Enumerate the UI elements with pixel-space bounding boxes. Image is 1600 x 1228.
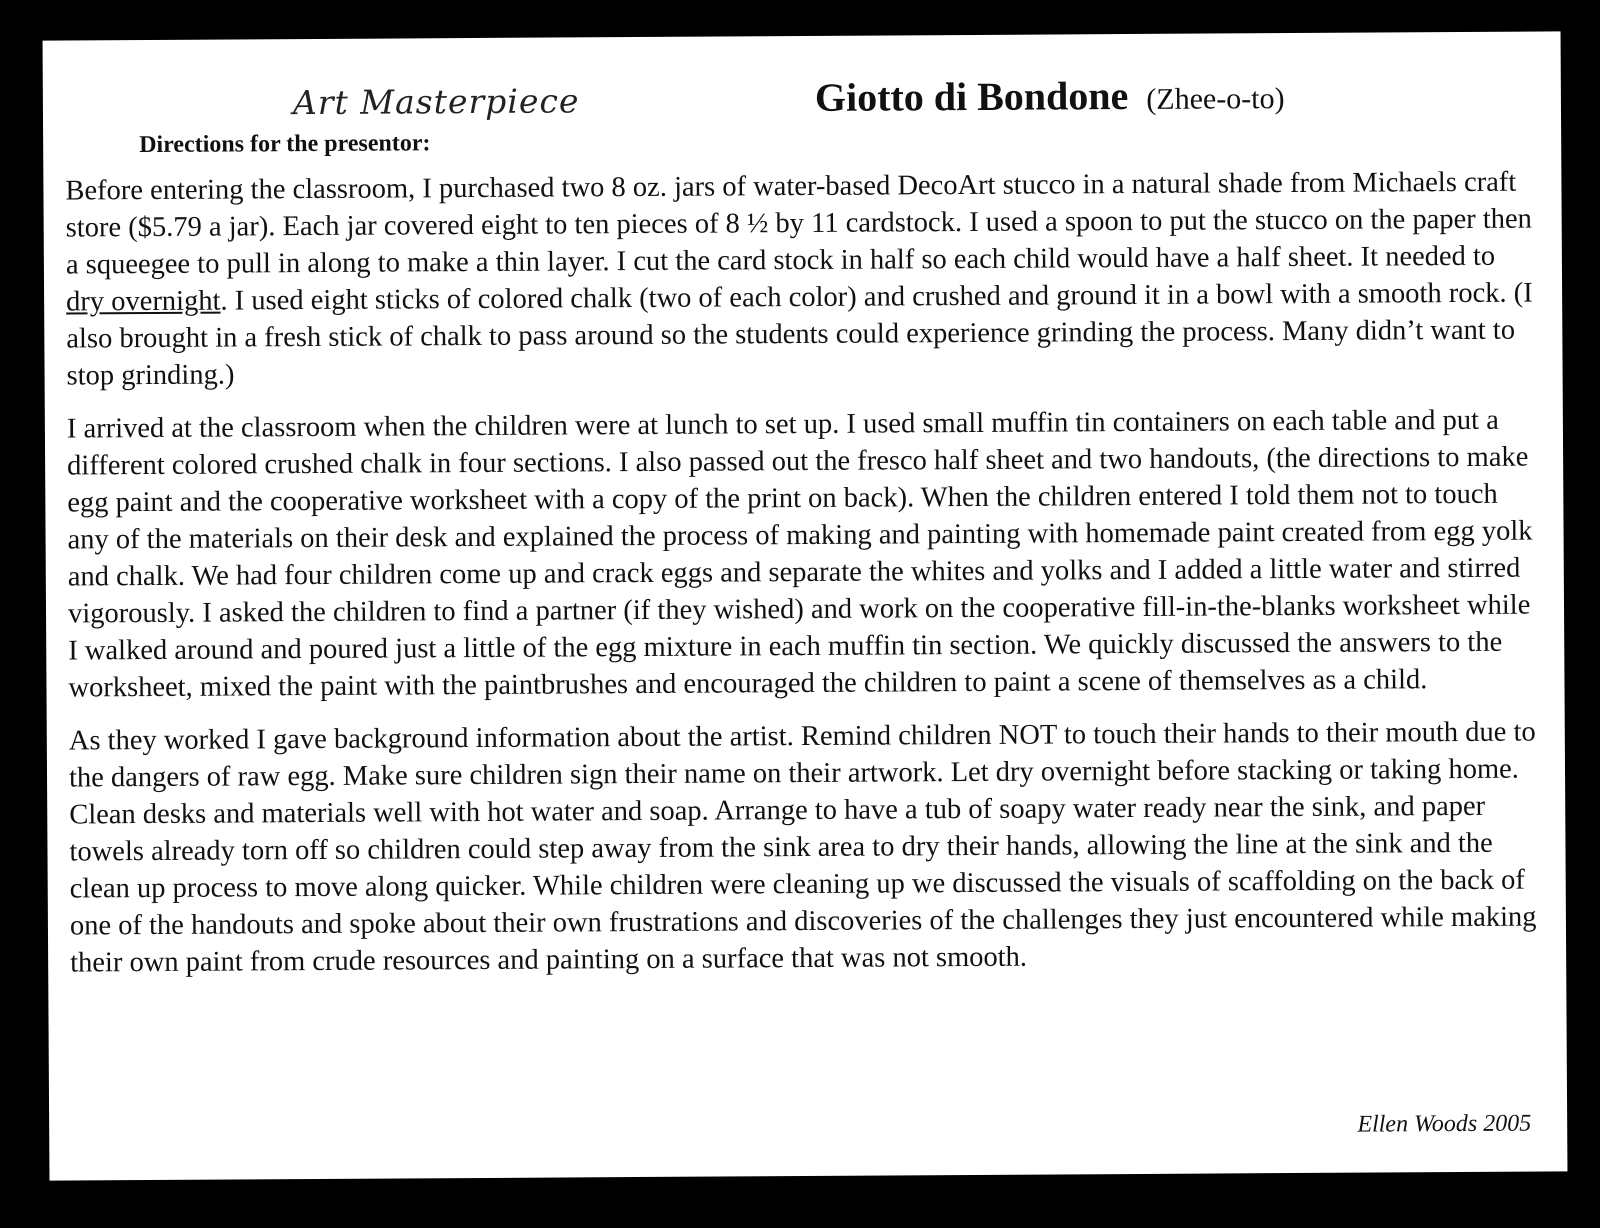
underlined-dry-overnight: dry overnight bbox=[66, 285, 221, 318]
paragraph-preparation bbox=[65, 164, 1536, 395]
paragraph-preparation-text-end: . I used eight sticks of colored chalk (two of each color) and crushed and ground it in a bowl with a smooth rock. (I also brought in a fresh stick of chalk to pass around so the students could experience grinding the process. Many didn’t want to stop grinding.) bbox=[66, 277, 1533, 392]
directions-body bbox=[65, 164, 1540, 998]
paragraph-cleanup: As they worked I gave background information about the artist. Remind children NOT to touch their hands to their mouth due to the dangers of raw egg. Make sure children sign their name on their artwork. Let dry overnight before stacking or taking home. Clean desks and materials well with hot water and soap. Arrange to have a tub of soapy water ready near the sink, and paper towels already torn off so children could step away from the sink area to dry their hands, allowing the line at the sink and the clean up process to move along quicker. While children were cleaning up we discussed the visuals of scaffolding on the back of one of the handouts and spoke about their own frustrations and discoveries of the challenges they just encountered while making their own paint from crude resources and painting on a surface that was not smooth. bbox=[68, 716, 1537, 979]
paragraph-preparation-text-start: Before entering the classroom, I purchased two 8 oz. jars of water-based DecoArt stucco in a natural shade from Michaels craft store ($5.79 a jar). Each jar covered eight to ten pieces of 8 ½ by 11 cardstock. I used a spoon to put the stucco on the paper then a squeegee to pull in along to make a thin layer. I cut the card stock in half so each child would have a half sheet. It needed to bbox=[65, 166, 1532, 281]
artist-header bbox=[815, 71, 1285, 121]
series-title: Art Masterpiece bbox=[292, 81, 580, 123]
artist-pronunciation: (Zhee-o-to) bbox=[1146, 82, 1285, 116]
document-page bbox=[43, 31, 1568, 1180]
author-signature: Ellen Woods 2005 bbox=[1357, 1110, 1532, 1138]
presenter-directions-heading: Directions for the presentor: bbox=[139, 130, 431, 159]
artist-name: Giotto di Bondone bbox=[814, 73, 1129, 120]
paragraph-classroom-setup: I arrived at the classroom when the children were at lunch to set up. I used small muffin tin containers on each table and put a different colored crushed chalk in four sections. I also passed out the fresco half sheet and two handouts, (the directions to make egg paint and the cooperative worksheet with a copy of the print on back). When the children entered I told them not to touch any of the materials on their desk and explained the process of making and painting with homemade paint created from egg yolk and chalk. We had four children come up and crack eggs and separate the whites and yolks and I added a little water and stirred vigorously. I asked the children to find a partner (if they wished) and work on the cooperative fill-in-the-blanks worksheet while I walked around and poured just a little of the egg mixture in each muffin tin section. We quickly discussed the answers to the worksheet, mixed the paint with the paintbrushes and encouraged the children to paint a scene of themselves as a child. bbox=[66, 404, 1533, 704]
